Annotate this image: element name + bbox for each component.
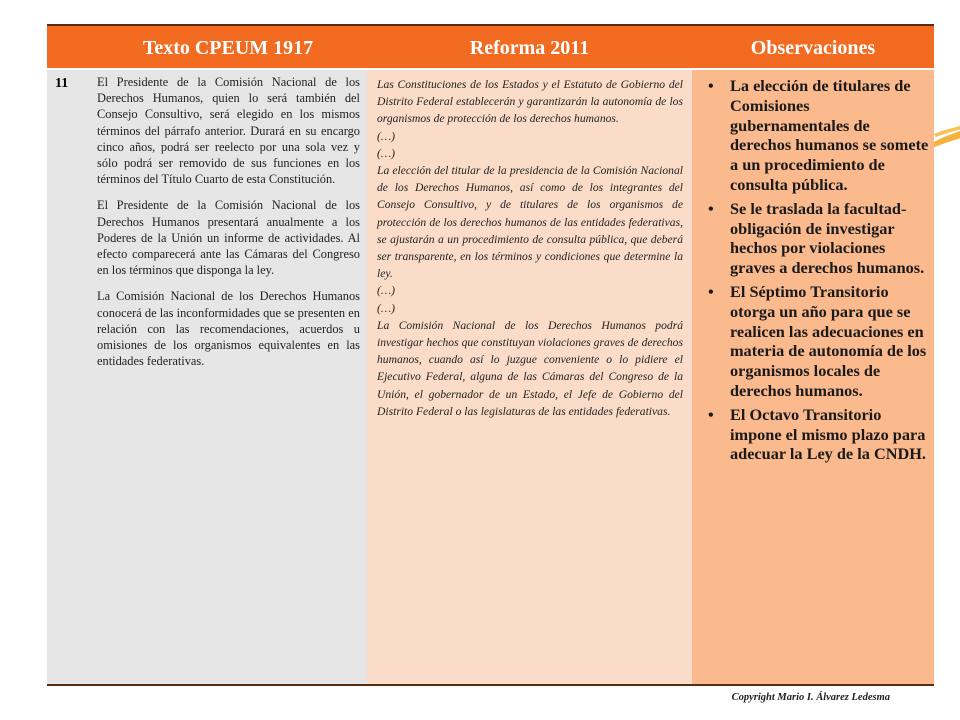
reform-paragraph: La elección del titular de la presidencia de la Comisión Nacional de los Derechos Humanos, así como de los integrantes del Consejo Consultivo, y de titulares de los organismos de protección de los derechos humanos de las entidades federativas, se ajustarán a un procedimiento de consulta pública, que deberá ser transparente, en los términos y condiciones que determine la ley. (377, 164, 683, 281)
observation-item (707, 199, 929, 278)
row-number: 11 (55, 76, 69, 91)
header-observaciones: Observaciones (750, 37, 876, 59)
original-paragraph: El Presidente de la Comisión Nacional de los Derechos Humanos presentará anualmente a los Poderes de la Unión un informe de actividades. Al efecto comparecerá ante las Cámaras del Congreso en los términos que disponga la ley. (97, 198, 360, 278)
bullet-icon: • (708, 404, 714, 424)
reform-paragraph: Las Constituciones de los Estados y el Estatuto de Gobierno del Distrito Federal establecerán y garantizarán la autonomía de los organismos de protección de los derechos humanos. (377, 78, 683, 126)
reform-text (377, 76, 683, 420)
observation-text: Se le traslada la facultad-obligación de investigar hechos por violaciones graves a derechos humanos. (730, 198, 925, 278)
reform-ellipsis: (…) (377, 146, 396, 160)
bullet-icon: • (708, 281, 714, 301)
header-texto-cpeum: Texto CPEUM 1917 (142, 37, 314, 59)
original-text (97, 74, 360, 379)
observation-text: El Octavo Transitorio impone el mismo plazo para adecuar la Ley de la CNDH. (730, 404, 926, 464)
reform-paragraph: La Comisión Nacional de los Derechos Humanos podrá investigar hechos que constituyan violaciones graves de derechos humanos, cuando así lo juzgue conveniente o lo pidiere el Ejecutivo Federal, alguna de las Cámaras del Congreso de la Unión, el gobernador de un Estado, el Jefe de Gobierno del Distrito Federal o las legislaturas de las entidades federativas. (377, 318, 683, 418)
observation-text: El Séptimo Transitorio otorga un año para que se realicen las adecuaciones en materia de autonomía de los organismos locales de derechos humanos. (730, 281, 927, 400)
original-paragraph: El Presidente de la Comisión Nacional de los Derechos Humanos, quien lo será también del Consejo Consultivo, será elegido en los mismos términos del párrafo anterior. Durará en su encargo cinco años, podrá ser reelecto por una sola vez y sólo podrá ser removido de sus funciones en los términos del Título Cuarto de esta Constitución. (97, 75, 360, 187)
observation-item (707, 282, 929, 401)
original-paragraph: La Comisión Nacional de los Derechos Humanos conocerá de las inconformidades que se presenten en relación con las recomendaciones, acuerdos u omisiones de los organismos equivalentes en las entidades federativas. (97, 289, 360, 369)
table-row (47, 70, 934, 684)
reform-ellipsis: (…) (377, 301, 396, 315)
header-reforma: Reforma 2011 (469, 37, 590, 59)
observation-text: La elección de titulares de Comisiones gubernamentales de derechos humanos se somete a un procedimiento de consulta pública. (730, 76, 929, 194)
reform-ellipsis: (…) (377, 284, 396, 298)
copyright-footer: Copyright Mario I. Álvarez Ledesma (731, 692, 890, 703)
bullet-icon: • (708, 198, 714, 218)
table-header (47, 24, 934, 70)
table-bottom-border (47, 684, 934, 686)
observation-item (707, 76, 929, 195)
observations-list (707, 76, 929, 468)
row-number-cell (47, 70, 92, 684)
reform-ellipsis: (…) (377, 129, 396, 143)
observation-item (707, 405, 929, 464)
comparison-table (47, 24, 934, 686)
bullet-icon: • (708, 76, 714, 95)
